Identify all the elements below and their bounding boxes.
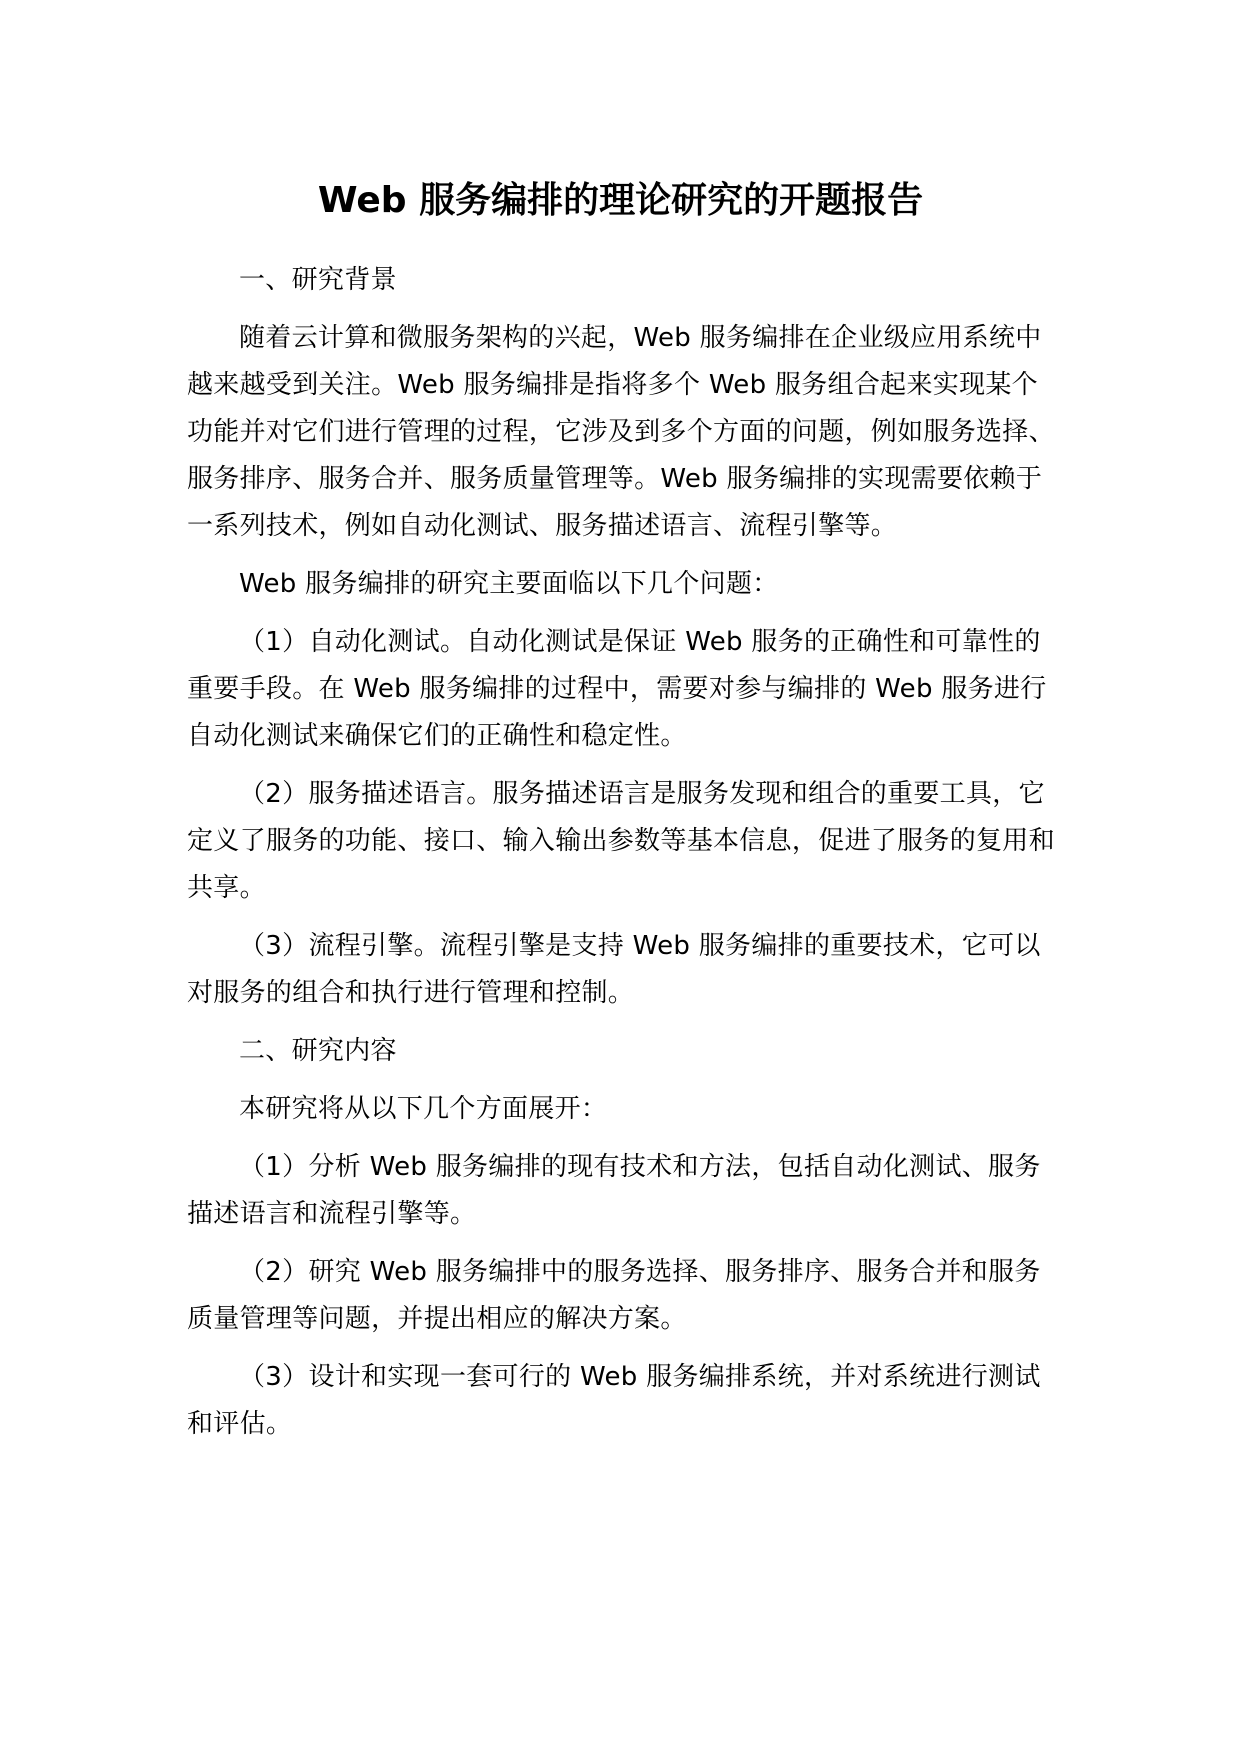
paragraph: 本研究将从以下几个方面展开： (239, 1094, 608, 1124)
paragraph: 随着云计算和微服务架构的兴起，Web 服务编排在企业级应用系统中越来越受到关注。Web 服务编排是指将多个 Web 服务组合起来实现某个功能并对它们进行管理的过程，它涉及到多个方面的问题，例如服务选择、服务排序、服务合并、服务质量管理等。Web 服务编排的实现需要依赖于一系列技术，例如自动化测试、服务描述语言、流程引擎等。 (187, 323, 1055, 541)
paragraph: （3）设计和实现一套可行的 Web 服务编排系统，并对系统进行测试和评估。 (187, 1362, 1041, 1439)
document-body (187, 257, 1057, 1459)
paragraph: （1）分析 Web 服务编排的现有技术和方法，包括自动化测试、服务描述语言和流程引擎等。 (187, 1152, 1041, 1229)
section-heading-content: 二、研究内容 (239, 1036, 397, 1066)
paragraph: （3）流程引擎。流程引擎是支持 Web 服务编排的重要技术，它可以对服务的组合和执行进行管理和控制。 (187, 931, 1041, 1008)
document-title: Web 服务编排的理论研究的开题报告 (317, 180, 924, 221)
paragraph: （2）服务描述语言。服务描述语言是服务发现和组合的重要工具，它定义了服务的功能、接口、输入输出参数等基本信息，促进了服务的复用和共享。 (187, 779, 1055, 903)
paragraph: （1）自动化测试。自动化测试是保证 Web 服务的正确性和可靠性的重要手段。在 Web 服务编排的过程中，需要对参与编排的 Web 服务进行自动化测试来确保它们的正确性和稳定性。 (187, 627, 1047, 751)
paragraph: Web 服务编排的研究主要面临以下几个问题： (239, 569, 779, 599)
paragraph: （2）研究 Web 服务编排中的服务选择、服务排序、服务合并和服务质量管理等问题，并提出相应的解决方案。 (187, 1257, 1041, 1334)
section-heading-background: 一、研究背景 (239, 265, 397, 295)
